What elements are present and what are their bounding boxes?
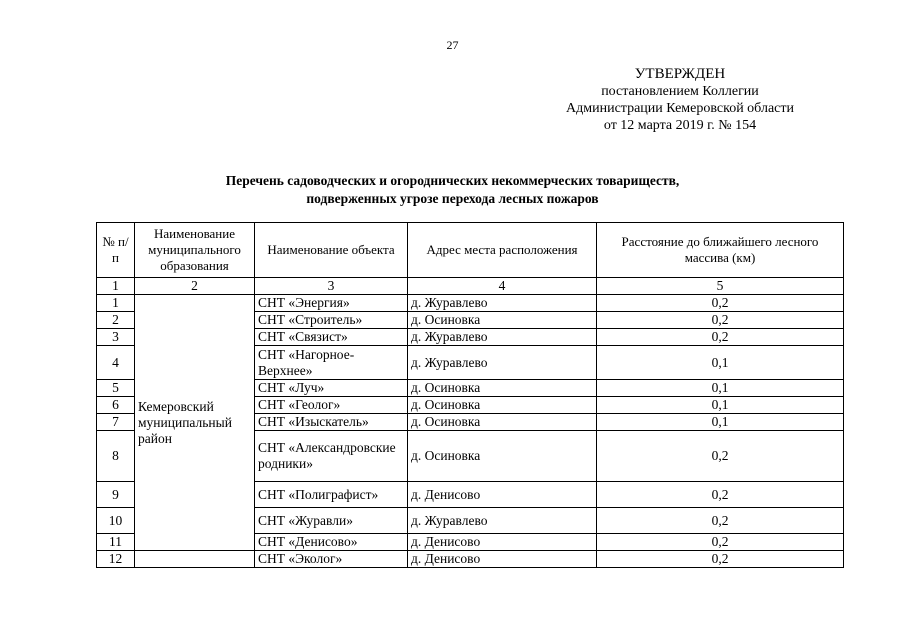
row-address: д. Осиновка (408, 431, 597, 482)
column-number: 3 (255, 278, 408, 295)
row-num: 12 (97, 551, 135, 568)
row-distance: 0,1 (597, 346, 844, 380)
header-num: № п/п (97, 223, 135, 278)
row-object: СНТ «Денисово» (255, 534, 408, 551)
row-distance: 0,2 (597, 312, 844, 329)
row-distance: 0,2 (597, 329, 844, 346)
row-object: СНТ «Изыскатель» (255, 414, 408, 431)
page-number: 27 (446, 38, 459, 52)
document-title (0, 172, 905, 208)
row-object: СНТ «Луч» (255, 380, 408, 397)
row-distance: 0,2 (597, 508, 844, 534)
row-num: 9 (97, 482, 135, 508)
header-object: Наименование объекта (255, 223, 408, 278)
row-num: 6 (97, 397, 135, 414)
column-number: 5 (597, 278, 844, 295)
column-number-row (97, 278, 844, 295)
row-address: д. Денисово (408, 534, 597, 551)
approval-block (520, 66, 840, 134)
column-number: 4 (408, 278, 597, 295)
row-num: 1 (97, 295, 135, 312)
row-address: д. Осиновка (408, 312, 597, 329)
row-num: 5 (97, 380, 135, 397)
row-address: д. Денисово (408, 551, 597, 568)
row-address: д. Журавлево (408, 329, 597, 346)
row-num: 4 (97, 346, 135, 380)
row-num: 8 (97, 431, 135, 482)
row-object: СНТ «Энергия» (255, 295, 408, 312)
row-object: СНТ «Связист» (255, 329, 408, 346)
row-object: СНТ «Нагорное-Верхнее» (255, 346, 408, 380)
row-num: 7 (97, 414, 135, 431)
title-line: подверженных угрозе перехода лесных пожаров (306, 191, 599, 206)
approval-line: Администрации Кемеровской области (566, 101, 794, 116)
header-address: Адрес места расположения (408, 223, 597, 278)
row-distance: 0,2 (597, 295, 844, 312)
row-object: СНТ «Строитель» (255, 312, 408, 329)
row-num: 10 (97, 508, 135, 534)
snt-table (96, 222, 844, 568)
approval-date-line: от 12 марта 2019 г. № 154 (603, 118, 757, 133)
row-distance: 0,1 (597, 380, 844, 397)
header-distance: Расстояние до ближайшего лесного массива (км) (597, 223, 844, 278)
municipality-empty-cell (135, 551, 255, 568)
row-address: д. Осиновка (408, 380, 597, 397)
approval-line: постановлением Коллегии (601, 84, 759, 99)
row-address: д. Журавлево (408, 295, 597, 312)
row-address: д. Осиновка (408, 414, 597, 431)
row-distance: 0,2 (597, 482, 844, 508)
header-municipality: Наименование муниципального образования (135, 223, 255, 278)
row-num: 11 (97, 534, 135, 551)
row-object: СНТ «Полиграфист» (255, 482, 408, 508)
title-line: Перечень садоводческих и огороднических некоммерческих товариществ, (225, 173, 680, 188)
row-num: 3 (97, 329, 135, 346)
row-distance: 0,1 (597, 414, 844, 431)
row-object: СНТ «Журавли» (255, 508, 408, 534)
row-object: СНТ «Геолог» (255, 397, 408, 414)
row-num: 2 (97, 312, 135, 329)
row-object: СНТ «Эколог» (255, 551, 408, 568)
municipality-cell: Кемеровский муниципальный район (135, 295, 255, 551)
column-number: 2 (135, 278, 255, 295)
row-address: д. Журавлево (408, 346, 597, 380)
row-address: д. Журавлево (408, 508, 597, 534)
column-number: 1 (97, 278, 135, 295)
table-row (97, 295, 844, 312)
row-distance: 0,1 (597, 397, 844, 414)
approval-heading: УТВЕРЖДЕН (634, 66, 726, 82)
row-object: СНТ «Александровские родники» (255, 431, 408, 482)
row-distance: 0,2 (597, 551, 844, 568)
row-address: д. Осиновка (408, 397, 597, 414)
row-address: д. Денисово (408, 482, 597, 508)
table-row (97, 551, 844, 568)
row-distance: 0,2 (597, 534, 844, 551)
row-distance: 0,2 (597, 431, 844, 482)
table-header-row (97, 223, 844, 278)
